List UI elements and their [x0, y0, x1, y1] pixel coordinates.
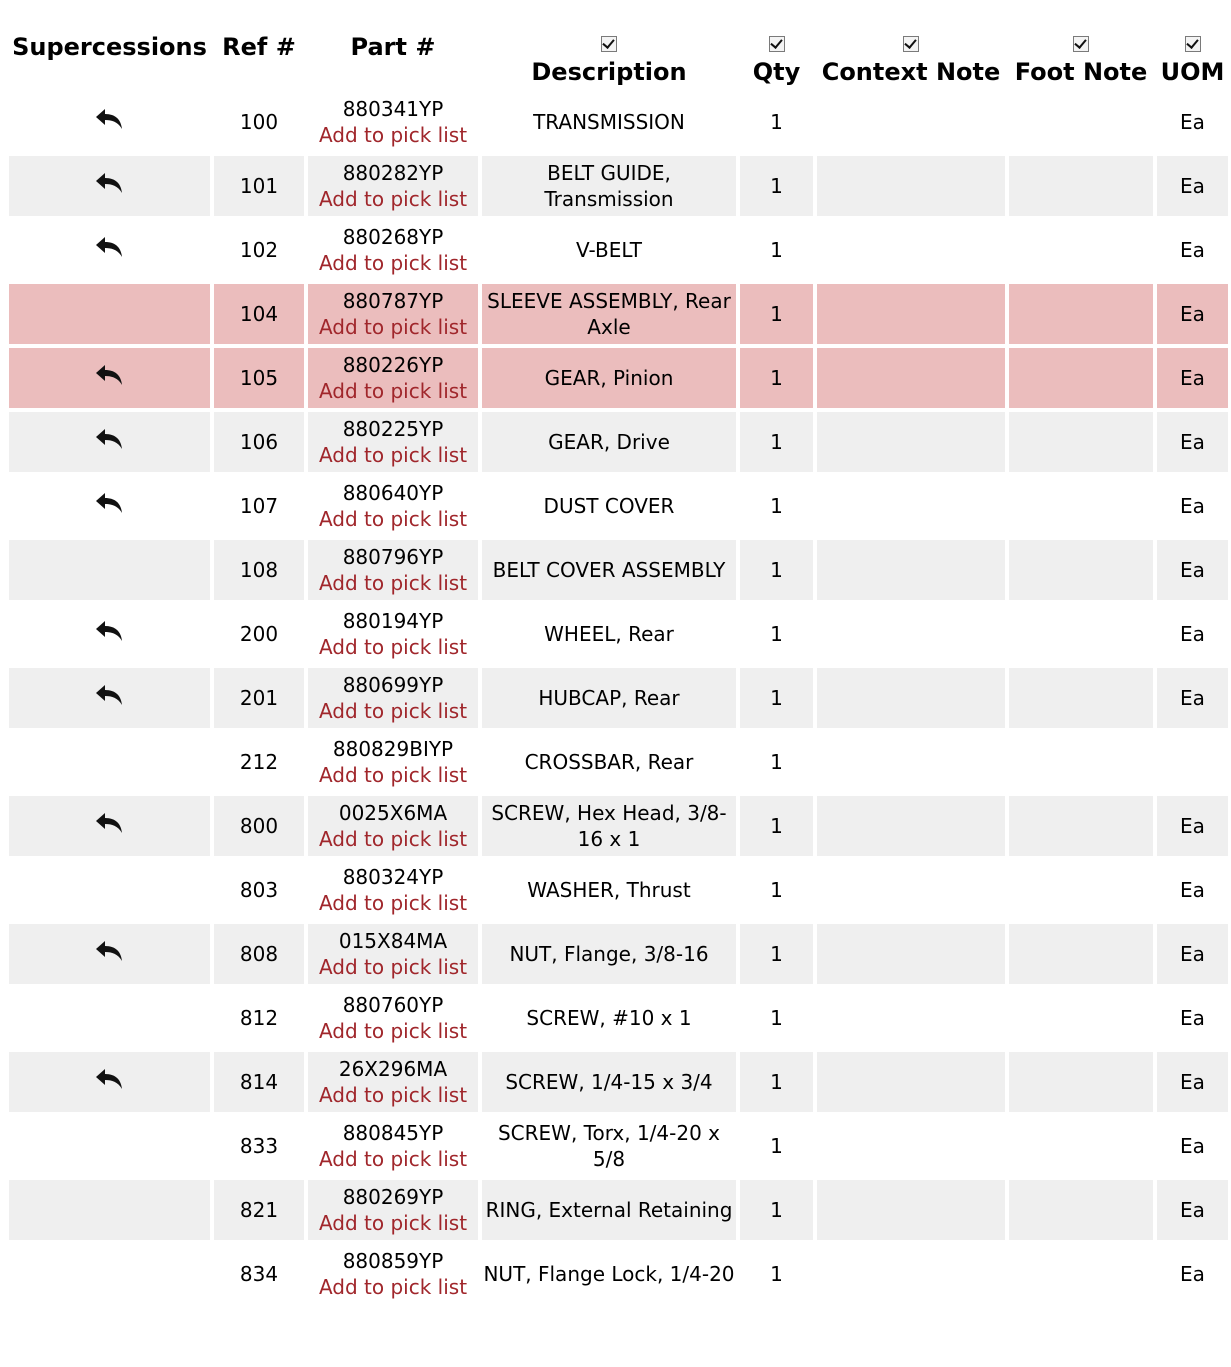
add-to-pick-list-link[interactable]: Add to pick list	[318, 315, 468, 339]
qty-cell: 1	[740, 1180, 813, 1240]
qty-cell: 1	[770, 494, 783, 518]
foot-note-cell	[1009, 412, 1153, 472]
supercession-cell	[9, 668, 210, 728]
add-to-pick-list-link[interactable]: Add to pick list	[318, 827, 468, 851]
ref-cell: 107	[239, 494, 279, 518]
context-note-cell	[817, 1052, 1005, 1112]
supercession-cell	[9, 220, 210, 280]
supercession-cell	[9, 412, 210, 472]
qty-cell: 1	[740, 412, 813, 472]
part-number: 880760YP	[342, 993, 444, 1017]
description-cell: SCREW, Torx, 1/4-20 x 5/8	[497, 1121, 721, 1171]
part-cell	[308, 668, 478, 728]
supercession-cell	[9, 348, 210, 408]
part-cell	[308, 1180, 478, 1240]
part-cell	[308, 796, 478, 856]
ref-cell: 814	[214, 1052, 304, 1112]
part-cell	[308, 284, 478, 344]
reply-arrow-icon[interactable]	[93, 422, 127, 456]
add-to-pick-list-link[interactable]: Add to pick list	[318, 379, 468, 403]
part-number: 880859YP	[342, 1249, 444, 1273]
ref-cell: 200	[239, 622, 279, 646]
toggle-uom-checkbox[interactable]	[1185, 36, 1201, 52]
supercession-cell	[9, 988, 210, 1048]
header-context-note	[817, 4, 1005, 88]
reply-arrow-icon[interactable]	[93, 102, 127, 136]
foot-note-cell	[1009, 668, 1153, 728]
uom-cell	[1157, 732, 1228, 792]
header-description	[482, 4, 736, 88]
foot-note-cell	[1009, 1116, 1153, 1176]
add-to-pick-list-link[interactable]: Add to pick list	[318, 955, 468, 979]
uom-cell: Ea	[1180, 494, 1205, 518]
uom-cell: Ea	[1157, 796, 1228, 856]
supercession-cell	[9, 540, 210, 600]
toggle-context-note-checkbox[interactable]	[903, 36, 919, 52]
ref-cell: 834	[239, 1262, 279, 1286]
part-number: 880640YP	[342, 481, 444, 505]
context-note-cell	[817, 412, 1005, 472]
add-to-pick-list-link[interactable]: Add to pick list	[318, 763, 468, 787]
foot-note-cell	[1009, 220, 1153, 280]
context-note-cell	[817, 348, 1005, 408]
foot-note-cell	[1009, 92, 1153, 152]
foot-note-cell	[1009, 156, 1153, 216]
header-supercessions: Supercessions	[12, 33, 207, 61]
foot-note-cell	[1009, 860, 1153, 920]
parts-table	[5, 0, 1231, 1308]
part-number: 880341YP	[342, 97, 444, 121]
reply-arrow-icon[interactable]	[93, 806, 127, 840]
uom-cell: Ea	[1157, 540, 1228, 600]
add-to-pick-list-link[interactable]: Add to pick list	[318, 507, 468, 531]
description-cell: GEAR, Pinion	[482, 348, 736, 408]
ref-cell: 100	[239, 110, 279, 134]
ref-cell: 106	[214, 412, 304, 472]
part-cell	[308, 220, 478, 280]
uom-cell: Ea	[1157, 412, 1228, 472]
header-part: Part #	[350, 33, 436, 61]
uom-cell: Ea	[1157, 1052, 1228, 1112]
supercession-cell	[9, 604, 210, 664]
ref-cell: 821	[214, 1180, 304, 1240]
part-cell	[308, 540, 478, 600]
supercession-cell	[9, 284, 210, 344]
add-to-pick-list-link[interactable]: Add to pick list	[318, 571, 468, 595]
table-row	[9, 604, 1228, 664]
ref-cell: 102	[239, 238, 279, 262]
table-row	[9, 92, 1228, 152]
context-note-cell	[817, 604, 1005, 664]
table-row	[9, 156, 1228, 216]
uom-cell: Ea	[1157, 1180, 1228, 1240]
foot-note-cell	[1009, 988, 1153, 1048]
reply-arrow-icon[interactable]	[93, 1062, 127, 1096]
part-number: 880194YP	[342, 609, 444, 633]
qty-cell: 1	[740, 1052, 813, 1112]
foot-note-cell	[1009, 348, 1153, 408]
header-ref: Ref #	[222, 33, 296, 61]
context-note-cell	[817, 924, 1005, 984]
ref-cell: 812	[239, 1006, 279, 1030]
add-to-pick-list-link[interactable]: Add to pick list	[318, 1211, 468, 1235]
description-cell: V-BELT	[576, 238, 642, 262]
description-cell: TRANSMISSION	[533, 110, 685, 134]
uom-cell: Ea	[1180, 1006, 1205, 1030]
reply-arrow-icon[interactable]	[93, 678, 127, 712]
context-note-cell	[817, 860, 1005, 920]
foot-note-cell	[1009, 1052, 1153, 1112]
qty-cell: 1	[770, 238, 783, 262]
part-number: 880282YP	[342, 161, 444, 185]
ref-cell: 803	[239, 878, 279, 902]
context-note-cell	[817, 732, 1005, 792]
description-cell: WASHER, Thrust	[527, 878, 691, 902]
part-cell	[308, 988, 478, 1048]
foot-note-cell	[1009, 1180, 1153, 1240]
foot-note-cell	[1009, 796, 1153, 856]
part-cell	[308, 1052, 478, 1112]
part-cell	[308, 476, 478, 536]
supercession-cell	[9, 92, 210, 152]
table-row	[9, 1116, 1228, 1176]
ref-cell: 212	[239, 750, 279, 774]
context-note-cell	[817, 92, 1005, 152]
table-row	[9, 348, 1228, 408]
supercession-cell	[9, 1116, 210, 1176]
context-note-cell	[817, 1180, 1005, 1240]
qty-cell: 1	[740, 796, 813, 856]
description-cell: GEAR, Drive	[482, 412, 736, 472]
foot-note-cell	[1009, 732, 1153, 792]
reply-arrow-icon[interactable]	[93, 934, 127, 968]
context-note-cell	[817, 540, 1005, 600]
ref-cell: 800	[214, 796, 304, 856]
part-number: 015X84MA	[338, 929, 448, 953]
table-row	[9, 1180, 1228, 1240]
description-cell: NUT, Flange Lock, 1/4-20	[483, 1262, 735, 1286]
foot-note-cell	[1009, 604, 1153, 664]
uom-cell: Ea	[1157, 284, 1228, 344]
table-row	[9, 476, 1228, 536]
table-row	[9, 220, 1228, 280]
part-number: 880268YP	[342, 225, 444, 249]
qty-cell: 1	[740, 284, 813, 344]
description-cell: SCREW, #10 x 1	[526, 1006, 692, 1030]
uom-cell: Ea	[1157, 924, 1228, 984]
reply-arrow-icon[interactable]	[93, 358, 127, 392]
table-row	[9, 732, 1228, 792]
foot-note-cell	[1009, 1244, 1153, 1304]
supercession-cell	[9, 860, 210, 920]
table-row	[9, 540, 1228, 600]
qty-cell: 1	[770, 1006, 783, 1030]
reply-arrow-icon[interactable]	[93, 614, 127, 648]
header-uom-label: UOM	[1160, 58, 1225, 86]
uom-cell: Ea	[1180, 622, 1205, 646]
header-description-label: Description	[531, 58, 687, 86]
context-note-cell	[817, 220, 1005, 280]
supercession-cell	[9, 1180, 210, 1240]
foot-note-cell	[1009, 284, 1153, 344]
part-cell	[308, 348, 478, 408]
qty-cell: 1	[740, 156, 813, 216]
qty-cell: 1	[740, 540, 813, 600]
header-context-note-label: Context Note	[821, 58, 1001, 86]
part-cell	[308, 1116, 478, 1176]
description-cell: SCREW, Hex Head, 3/8-16 x 1	[482, 796, 736, 856]
add-to-pick-list-link[interactable]: Add to pick list	[318, 443, 468, 467]
part-cell	[308, 924, 478, 984]
part-number: 26X296MA	[338, 1057, 448, 1081]
uom-cell: Ea	[1180, 1262, 1205, 1286]
context-note-cell	[817, 668, 1005, 728]
qty-cell: 1	[740, 924, 813, 984]
part-number: 880225YP	[342, 417, 444, 441]
table-row	[9, 412, 1228, 472]
part-cell	[308, 604, 478, 664]
header-uom	[1157, 4, 1228, 88]
ref-cell: 101	[214, 156, 304, 216]
supercession-cell	[9, 476, 210, 536]
part-cell	[308, 156, 478, 216]
part-number: 880324YP	[342, 865, 444, 889]
ref-cell: 105	[214, 348, 304, 408]
part-number: 880269YP	[342, 1185, 444, 1209]
header-foot-note-label: Foot Note	[1014, 58, 1148, 86]
supercession-cell	[9, 1244, 210, 1304]
uom-cell: Ea	[1180, 110, 1205, 134]
add-to-pick-list-link[interactable]: Add to pick list	[318, 635, 468, 659]
description-cell: NUT, Flange, 3/8-16	[482, 924, 736, 984]
add-to-pick-list-link[interactable]: Add to pick list	[318, 187, 468, 211]
qty-cell: 1	[770, 750, 783, 774]
table-row	[9, 988, 1228, 1048]
ref-cell: 833	[239, 1134, 279, 1158]
description-cell: SLEEVE ASSEMBLY, Rear Axle	[482, 284, 736, 344]
uom-cell: Ea	[1157, 156, 1228, 216]
context-note-cell	[817, 1116, 1005, 1176]
add-to-pick-list-link[interactable]: Add to pick list	[318, 699, 468, 723]
add-to-pick-list-link[interactable]: Add to pick list	[318, 1083, 468, 1107]
uom-cell: Ea	[1180, 878, 1205, 902]
part-cell	[308, 412, 478, 472]
reply-arrow-icon[interactable]	[93, 486, 127, 520]
description-cell: BELT COVER ASSEMBLY	[482, 540, 736, 600]
part-number: 880829BIYP	[332, 737, 454, 761]
supercession-cell	[9, 924, 210, 984]
context-note-cell	[817, 1244, 1005, 1304]
description-cell: SCREW, 1/4-15 x 3/4	[482, 1052, 736, 1112]
header-qty	[740, 4, 813, 88]
supercession-cell	[9, 732, 210, 792]
table-row	[9, 860, 1228, 920]
qty-cell: 1	[770, 878, 783, 902]
description-cell: HUBCAP, Rear	[482, 668, 736, 728]
table-row	[9, 668, 1228, 728]
context-note-cell	[817, 284, 1005, 344]
qty-cell: 1	[770, 1134, 783, 1158]
header-foot-note	[1009, 4, 1153, 88]
add-to-pick-list-link[interactable]: Add to pick list	[318, 251, 468, 275]
table-row	[9, 1244, 1228, 1304]
ref-cell: 201	[214, 668, 304, 728]
ref-cell: 104	[214, 284, 304, 344]
reply-arrow-icon[interactable]	[93, 166, 127, 200]
supercession-cell	[9, 156, 210, 216]
add-to-pick-list-link[interactable]: Add to pick list	[318, 891, 468, 915]
add-to-pick-list-link[interactable]: Add to pick list	[318, 1275, 468, 1299]
ref-cell: 808	[214, 924, 304, 984]
context-note-cell	[817, 156, 1005, 216]
qty-cell: 1	[740, 348, 813, 408]
toggle-description-checkbox[interactable]	[601, 36, 617, 52]
uom-cell: Ea	[1157, 668, 1228, 728]
qty-cell: 1	[770, 110, 783, 134]
part-number: 880787YP	[342, 289, 444, 313]
toggle-foot-note-checkbox[interactable]	[1073, 36, 1089, 52]
description-cell: DUST COVER	[543, 494, 675, 518]
description-cell: WHEEL, Rear	[544, 622, 674, 646]
uom-cell: Ea	[1157, 348, 1228, 408]
part-number: 880845YP	[342, 1121, 444, 1145]
foot-note-cell	[1009, 540, 1153, 600]
part-number: 880226YP	[342, 353, 444, 377]
part-cell	[308, 732, 478, 792]
foot-note-cell	[1009, 476, 1153, 536]
part-number: 880699YP	[342, 673, 444, 697]
part-cell	[308, 1244, 478, 1304]
part-cell	[308, 860, 478, 920]
context-note-cell	[817, 476, 1005, 536]
description-cell: CROSSBAR, Rear	[524, 750, 694, 774]
uom-cell: Ea	[1180, 238, 1205, 262]
table-row	[9, 924, 1228, 984]
foot-note-cell	[1009, 924, 1153, 984]
ref-cell: 108	[214, 540, 304, 600]
supercession-cell	[9, 1052, 210, 1112]
qty-cell: 1	[740, 668, 813, 728]
description-cell: BELT GUIDE, Transmission	[482, 156, 736, 216]
add-to-pick-list-link[interactable]: Add to pick list	[318, 1147, 468, 1171]
uom-cell: Ea	[1180, 1134, 1205, 1158]
supercession-cell	[9, 796, 210, 856]
table-row	[9, 1052, 1228, 1112]
context-note-cell	[817, 796, 1005, 856]
table-row	[9, 284, 1228, 344]
table-row	[9, 796, 1228, 856]
part-cell	[308, 92, 478, 152]
reply-arrow-icon[interactable]	[93, 230, 127, 264]
qty-cell: 1	[770, 1262, 783, 1286]
add-to-pick-list-link[interactable]: Add to pick list	[318, 1019, 468, 1043]
toggle-qty-checkbox[interactable]	[769, 36, 785, 52]
header-qty-label: Qty	[752, 58, 801, 86]
description-cell: RING, External Retaining	[482, 1180, 736, 1240]
part-number: 0025X6MA	[338, 801, 448, 825]
part-number: 880796YP	[342, 545, 444, 569]
context-note-cell	[817, 988, 1005, 1048]
qty-cell: 1	[770, 622, 783, 646]
add-to-pick-list-link[interactable]: Add to pick list	[318, 123, 468, 147]
